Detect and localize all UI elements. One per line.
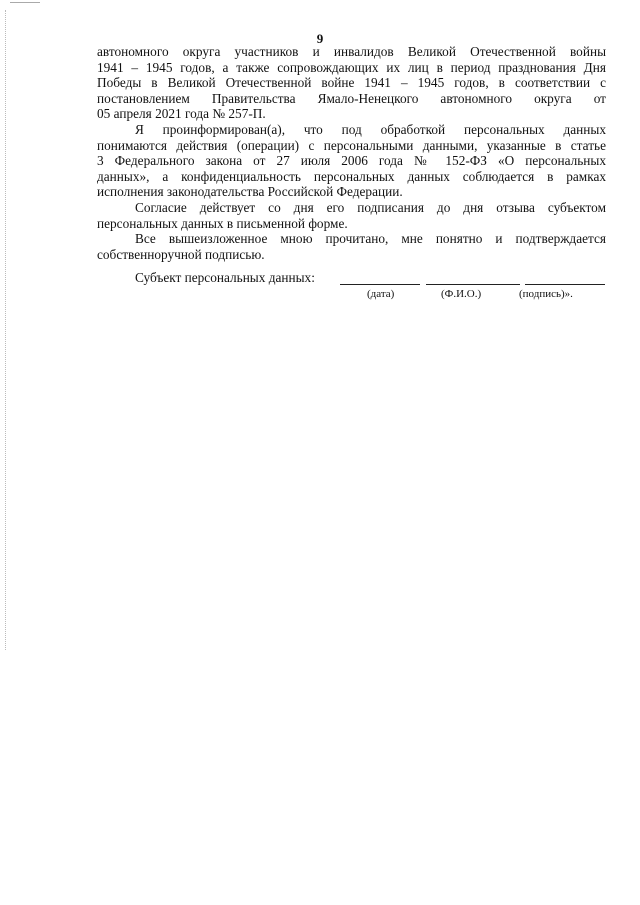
text-line: данных», а конфиденциальность персональных данных соблюдается в рамках (97, 168, 606, 184)
signature-label: Субъект персональных данных: (135, 270, 315, 285)
text-line: собственноручной подписью. (97, 246, 265, 262)
signature-caption: (подпись)». (519, 288, 573, 300)
text-line: Я проинформирован(а), что под обработкой персональных данных (135, 121, 606, 137)
date-blank (340, 284, 420, 285)
text-line: персональных данных в письменной форме. (97, 215, 348, 231)
name-blank (426, 284, 520, 285)
text-line: 05 апреля 2021 года № 257-П. (97, 106, 266, 122)
signature-blank (525, 284, 605, 285)
text-line: Победы в Великой Отечественной войне 1941 – 1945 годов, в соответствии с (97, 75, 606, 91)
scan-edge-mark (10, 2, 40, 3)
text-line: постановлением Правительства Ямало-Ненецкого автономного округа от (97, 90, 606, 106)
text-line: Согласие действует со дня его подписания до дня отзыва субъектом (135, 199, 606, 215)
text-line: Все вышеизложенное мною прочитано, мне понятно и подтверждается (135, 231, 606, 247)
page-number: 9 (316, 31, 324, 46)
name-label: (Ф.И.О.) (441, 288, 482, 300)
text-line: понимаются действия (операции) с персональными данными, указанные в статье (97, 137, 606, 153)
scan-margin-mark (5, 10, 6, 650)
document-body (97, 44, 606, 262)
text-line: 1941 – 1945 годов, а также сопровождающих их лиц в период празднования Дня (97, 59, 606, 75)
text-line: автономного округа участников и инвалидов Великой Отечественной войны (97, 44, 606, 59)
date-label: (дата) (367, 288, 395, 300)
text-line: 3 Федерального закона от 27 июля 2006 года № 152-ФЗ «О персональных (97, 153, 606, 169)
text-line: исполнения законодательства Российской Федерации. (97, 184, 403, 200)
